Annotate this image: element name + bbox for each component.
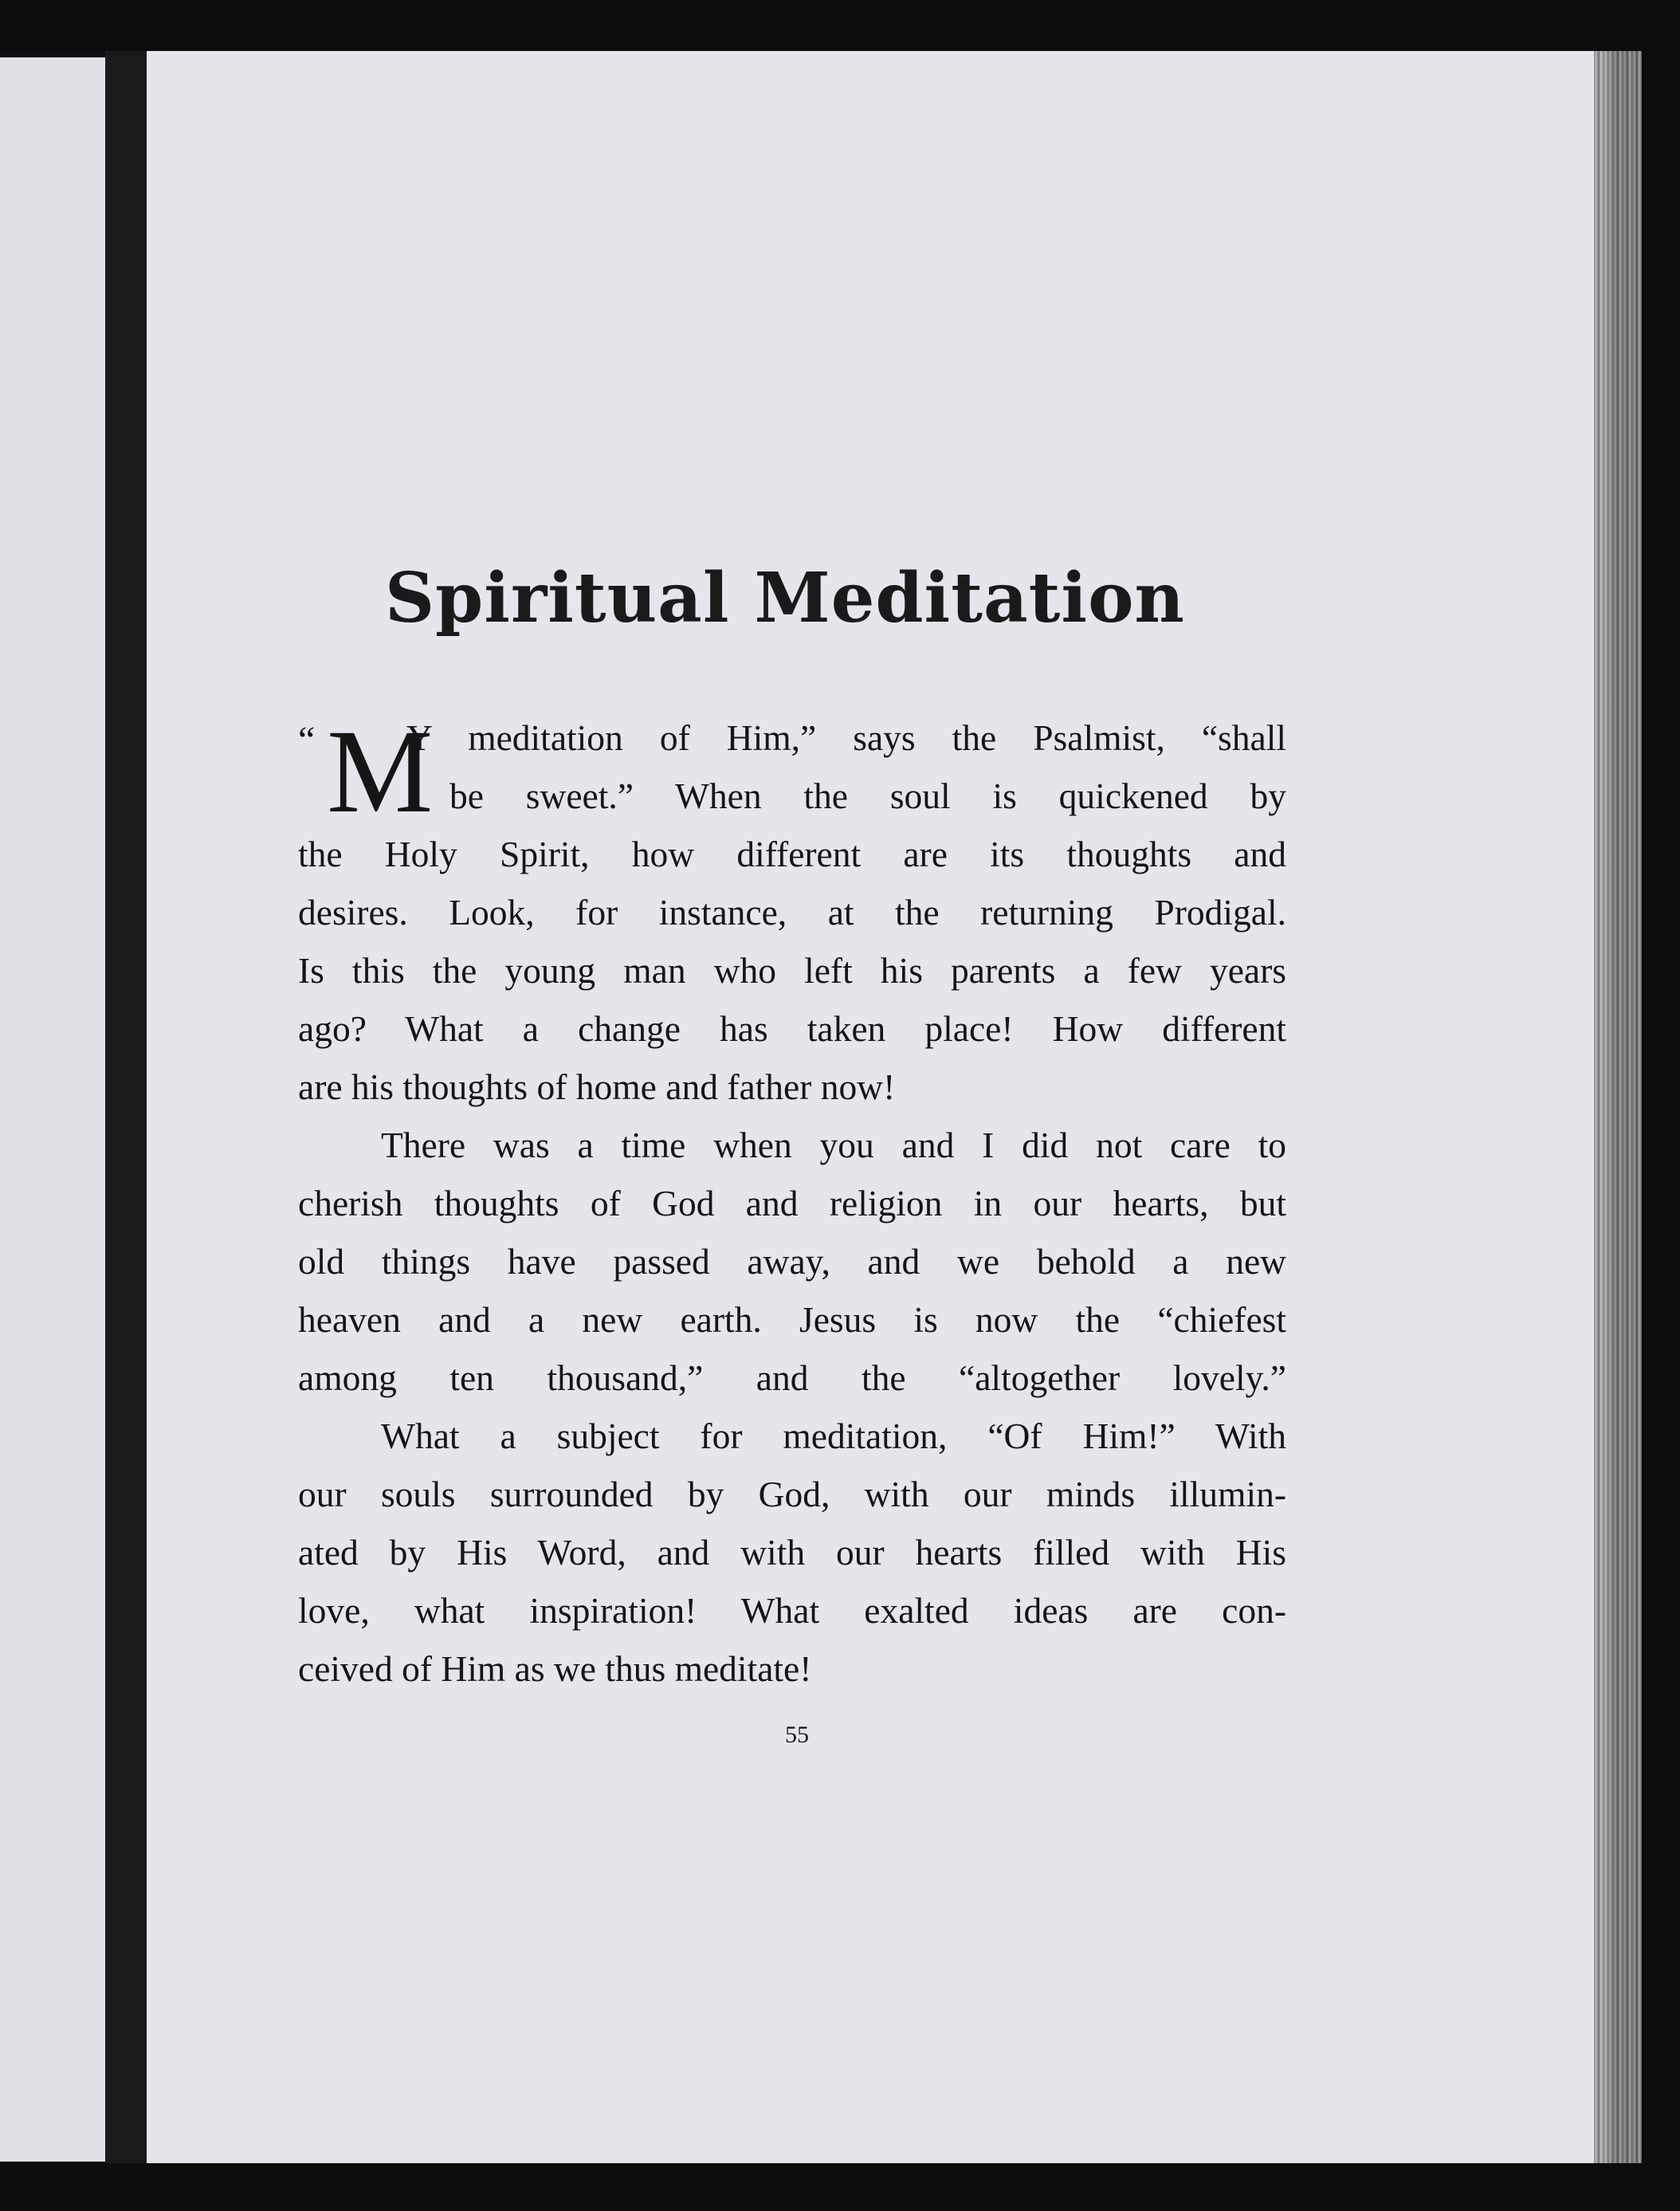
- book-spine: [105, 51, 147, 2163]
- text-line: our souls surrounded by God, with our minds illumin-: [298, 1474, 1286, 1514]
- text-line: There was a time when you and I did not care to: [381, 1125, 1286, 1165]
- text-line: the Holy Spirit, how different are its thoughts and: [298, 834, 1286, 874]
- text-line: are his thoughts of home and father now!: [298, 1066, 896, 1107]
- text-line: What a subject for meditation, “Of Him!” With: [381, 1416, 1286, 1456]
- text-line: heaven and a new earth. Jesus is now the “chiefest: [298, 1299, 1286, 1340]
- text-line: among ten thousand,” and the “altogether lovely.”: [298, 1357, 1286, 1398]
- text-line: cherish thoughts of God and religion in our hearts, but: [298, 1183, 1286, 1223]
- previous-page-edge: [0, 57, 105, 2162]
- drop-cap-quote: “: [298, 719, 316, 761]
- text-line: be sweet.” When the soul is quickened by: [449, 776, 1286, 816]
- body-text: [298, 705, 1286, 1708]
- text-line: desires. Look, for instance, at the returning Prodigal.: [298, 892, 1286, 933]
- page-number: 55: [785, 1722, 809, 1748]
- drop-cap-letter: M: [327, 705, 434, 838]
- page-title: Spiritual Meditation: [385, 558, 1185, 638]
- text-line: love, what inspiration! What exalted ideas are con-: [298, 1590, 1286, 1631]
- text-line: Y meditation of Him,” says the Psalmist, “shall: [406, 717, 1286, 758]
- page-stack-edge: [1594, 51, 1642, 2163]
- text-line: ago? What a change has taken place! How different: [298, 1008, 1286, 1049]
- text-line: old things have passed away, and we behold a new: [298, 1241, 1286, 1282]
- text-line: ceived of Him as we thus meditate!: [298, 1648, 812, 1689]
- text-line: ated by His Word, and with our hearts filled with His: [298, 1532, 1286, 1573]
- text-line: Is this the young man who left his parents a few years: [298, 950, 1286, 991]
